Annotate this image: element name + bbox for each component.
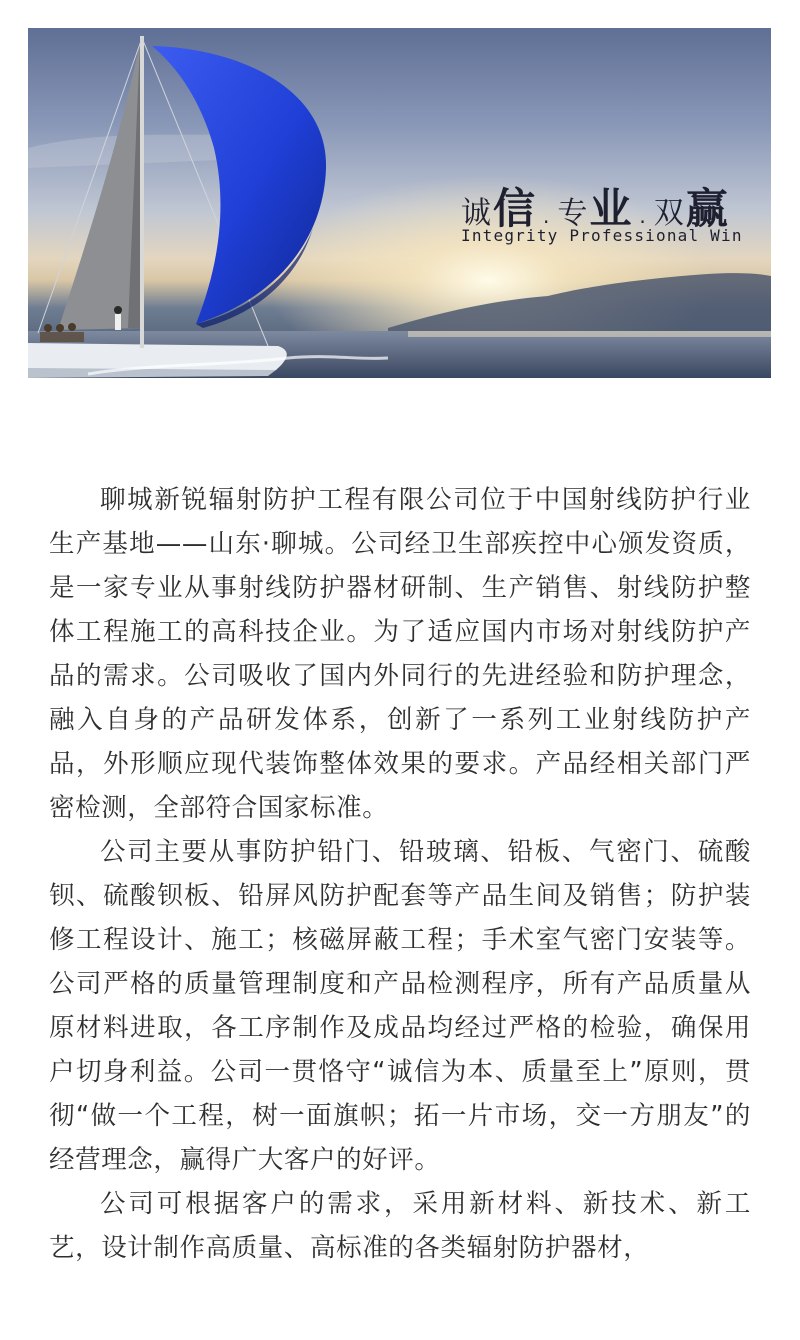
slogan-char: 专 (557, 196, 590, 231)
slogan-separator: . (639, 204, 648, 228)
intro-paragraph-3: 公司可根据客户的需求，采用新材料、新技术、新工艺，设计制作高质量、高标准的各类辐射防护器材， (49, 1189, 751, 1263)
intro-paragraph-2: 公司主要从事防护铅门、铅玻璃、铅板、气密门、硫酸钡、硫酸钡板、铅屏风防护配套等产品生间及销售；防护装修工程设计、施工；核磁屏蔽工程；手术室气密门安装等。公司严格的质量管理制度和产品检测程序，所有产品质量从原材料进取，各工序制作及成品均经过严格的检验，确保用户切身利益。公司一贯恪守“诚信为本、质量至上”原则，贯彻“做一个工程，树一面旗帜；拓一片市场，交一方朋友”的经营理念，赢得广大客户的好评。 (49, 837, 751, 1175)
slogan-char-emphasis: 赢 (685, 184, 730, 233)
company-introduction (49, 478, 751, 1270)
slogan-char-emphasis: 业 (589, 184, 634, 233)
slogan-char: 双 (653, 196, 686, 231)
hero-banner (28, 28, 771, 378)
intro-paragraph-1: 聊城新锐辐射防护工程有限公司位于中国射线防护行业生产基地——山东·聊城。公司经卫生部疾控中心颁发资质，是一家专业从事射线防护器材研制、生产销售、射线防护整体工程施工的高科技企业。为了适应国内市场对射线防护产品的需求。公司吸收了国内外同行的先进经验和防护理念，融入自身的产品研发体系，创新了一系列工业射线防护产品，外形顺应现代装饰整体效果的要求。产品经相关部门严密检测，全部符合国家标准。 (49, 485, 751, 823)
mast (140, 36, 144, 348)
slogan-char: 诚 (461, 196, 493, 231)
slogan-separator: . (543, 204, 552, 228)
slogan-char-emphasis: 信 (493, 184, 538, 233)
slogan-english: Integrity Professional Win (461, 226, 743, 245)
